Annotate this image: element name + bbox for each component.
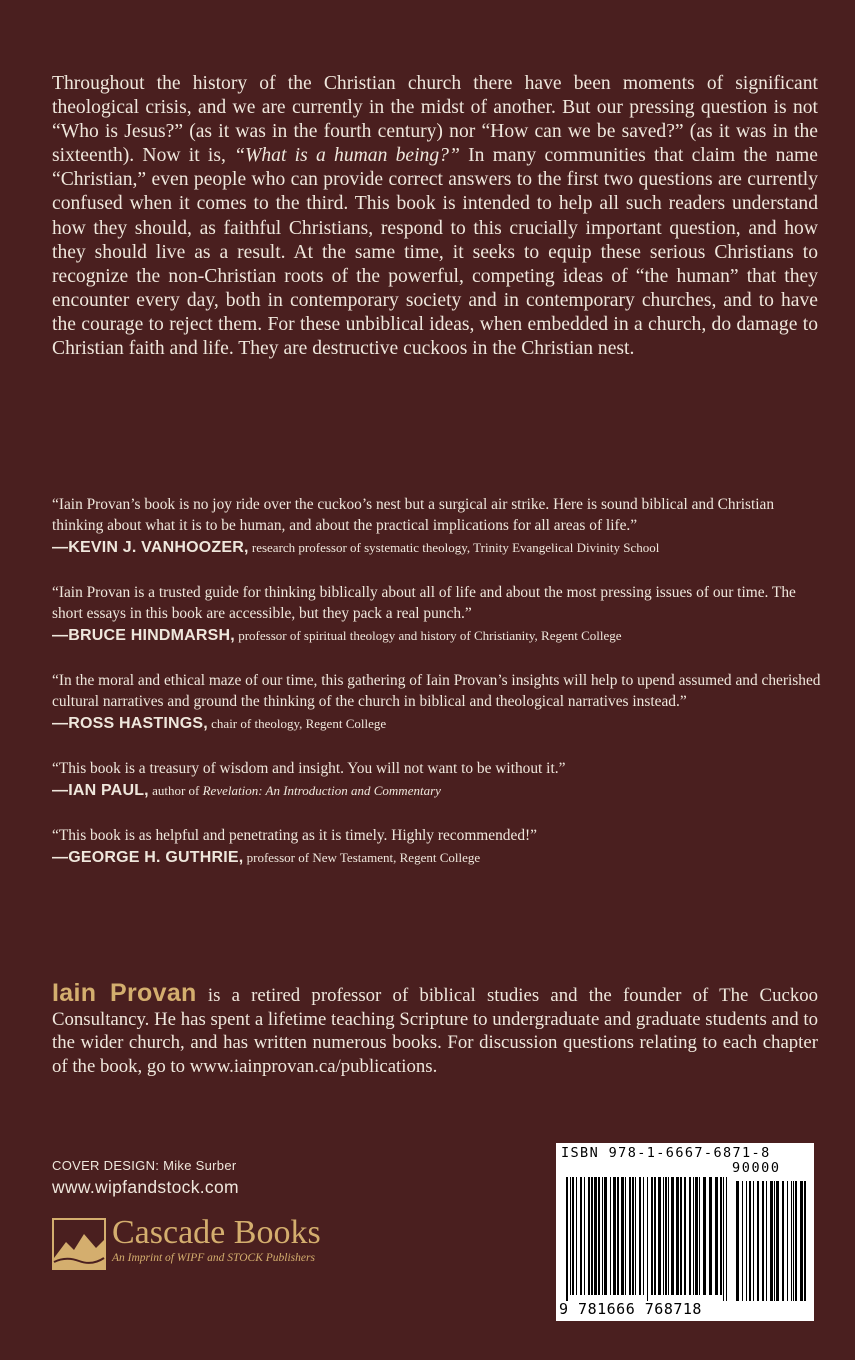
barcode-bar [726,1177,727,1301]
barcode-bar [723,1177,724,1301]
barcode-bar [695,1177,698,1295]
barcode-bar [598,1177,600,1295]
endorsement [52,582,822,645]
author-name: Iain Provan [52,979,197,1007]
barcode-bar [621,1177,624,1295]
barcode-bar [632,1177,634,1295]
endorsement-quote: “This book is a treasury of wisdom and insight. You will not want to be without it.” [52,760,566,777]
endorsement-quote: “This book is as helpful and penetrating as it is timely. Highly recommended!” [52,827,537,844]
barcode-bar [720,1177,722,1295]
barcode-bar [613,1177,616,1295]
barcode-bar [576,1177,577,1295]
endorser-title: professor of spiritual theology and history of Christianity, Regent College [238,628,622,643]
barcode-bar [591,1177,593,1295]
barcode-bar [566,1177,568,1301]
barcode-addon-bar [795,1181,797,1301]
isbn-number: ISBN 978-1-6667-6871-8 [561,1145,771,1161]
credits [52,1158,239,1198]
barcode-bar [647,1177,648,1301]
mountain-logo-icon [52,1218,106,1270]
barcode-addon-bar [774,1181,775,1301]
barcode-bar [668,1177,669,1295]
barcode-bar [602,1177,603,1295]
endorser-name: —ROSS HASTINGS, [52,715,208,732]
publisher-name: Cascade Books [112,1214,321,1251]
barcode-bar [703,1177,706,1295]
barcode-bar [639,1177,641,1295]
barcode-bar [684,1177,686,1295]
publisher-logo [52,1214,372,1274]
endorsement [52,825,822,867]
endorser-book-title: Revelation: An Introduction and Commentary [202,783,441,798]
cover-design-credit: COVER DESIGN: Mike Surber [52,1158,237,1173]
isbn-barcode [556,1143,814,1321]
barcode-addon-bar [800,1181,803,1301]
author-bio-text: is a retired professor of biblical studies and the founder of The Cuckoo Consultancy. He has spent a lifetime teaching Scripture to undergraduate and graduate students and to the wider church, and has written numerous books. For discussion questions relating to each chapter of the book, go to www.iainprovan.ca/publications. [52,985,818,1077]
endorser-title [152,783,441,798]
author-bio [52,979,818,1078]
endorsement-attribution [52,539,822,557]
barcode-bar [709,1177,712,1295]
endorsement-quote: “Iain Provan’s book is no joy ride over the cuckoo’s nest but a surgical air strike. Here is sound biblical and Christian thinking about what it is to be human, and about the practical implications for all areas of life.” [52,496,775,534]
barcode-addon-bar [753,1181,754,1301]
publisher-imprint: An Imprint of WIPF and STOCK Publishers [112,1252,315,1264]
endorser-title: chair of theology, Regent College [211,716,387,731]
publisher-website: www.wipfandstock.com [52,1177,239,1197]
barcode-addon-bar [757,1181,759,1301]
barcode-bar [635,1177,636,1295]
barcode-bar [604,1177,607,1295]
barcode-addon-bar [770,1181,773,1301]
endorser-title: professor of New Testament, Regent College [246,850,481,865]
barcode-bar [715,1177,718,1295]
barcode-bar [617,1177,619,1295]
barcode-bar [693,1177,694,1295]
barcode-bar [584,1177,585,1295]
barcode-bar [689,1177,691,1295]
endorser-name: —BRUCE HINDMARSH, [52,627,235,644]
description-emphasis: “What is a human being?” [234,145,460,167]
barcode-bar [588,1177,590,1295]
endorsement-attribution [52,849,822,867]
endorser-title-prefix: author of [152,783,203,798]
barcode-bar [625,1177,626,1295]
barcode-digits: 9 781666 768718 [559,1300,702,1318]
barcode-bar [665,1177,667,1295]
book-description [52,72,818,361]
barcode-addon-bar [791,1181,792,1301]
barcode-bar [570,1177,571,1295]
endorsement [52,670,822,733]
endorser-name: —GEORGE H. GUTHRIE, [52,849,244,866]
barcode-bar [629,1177,631,1295]
barcode-bar [699,1177,700,1295]
barcode-bar [651,1177,653,1295]
endorsement-attribution [52,627,822,645]
barcode-bar [610,1177,611,1295]
barcode-addon-bar [793,1181,794,1301]
endorsement-attribution [52,782,822,800]
endorsement-quote: “Iain Provan is a trusted guide for thinking biblically about all of life and about the most pressing issues of our time. The short essays in this book are accessible, but they pack a real punch.” [52,584,796,622]
barcode-bar [643,1177,644,1295]
barcode-addon-bar [742,1181,743,1301]
barcode-addon-bar [804,1181,806,1301]
barcode-bar [580,1177,582,1295]
barcode-bars [560,1161,810,1301]
description-text-2: In many communities that claim the name “Christian,” even people who can provide correct answers to the first two questions are currently confused when it comes to the third. This book is intended to help all such readers understand how they should, as faithful Christians, respond to this crucially important question, and how they should live as a result. At the same time, it seeks to equip these serious Christians to recognize the non-Christian roots of the powerful, competing ideas of “the human” that they encounter every day, both in contemporary society and in contemporary churches, and to have the courage to reject them. For these unbiblical ideas, when embedded in a church, do damage to Christian faith and life. They are destructive cuckoos in the Christian nest. [52,145,818,360]
barcode-bar [572,1177,574,1295]
barcode-bar [676,1177,679,1295]
endorser-name: —IAN PAUL, [52,782,149,799]
barcode-addon-bar [749,1181,751,1301]
barcode-bar [654,1177,656,1295]
endorser-title: research professor of systematic theology, Trinity Evangelical Divinity School [251,540,660,555]
endorsement-quote: “In the moral and ethical maze of our time, this gathering of Iain Provan’s insights will help to upend assumed and cherished cultural narratives and ground the thinking of the church in biblical and theological narratives instead.” [52,672,821,710]
barcode-addon-bar [776,1181,779,1301]
barcode-bar [594,1177,597,1295]
barcode-bar [658,1177,661,1295]
barcode-bar [671,1177,674,1295]
barcode-addon-bar [746,1181,747,1301]
barcode-addon-bar [736,1181,739,1301]
endorsements [52,494,822,892]
barcode-addon-bar [782,1181,784,1301]
endorsement [52,758,822,800]
barcode-addon-bar [787,1181,788,1301]
barcode-bar [663,1177,664,1295]
barcode-addon-bar [762,1181,764,1301]
description-text-1: Throughout the history of the Christian church there have been moments of significant theological crisis, and we are currently in the midst of another. But our pressing question is not “Who is Jesus?” (as it was in the fourth century) nor “How can we be saved?” (as it was in the sixteenth). Now it is, [52,73,818,167]
barcode-addon-bar [766,1181,767,1301]
endorser-name: —KEVIN J. VANHOOZER, [52,539,249,556]
endorsement [52,494,822,557]
barcode-bar [680,1177,682,1295]
price-code: 90000 [732,1160,781,1176]
endorsement-attribution [52,715,822,733]
